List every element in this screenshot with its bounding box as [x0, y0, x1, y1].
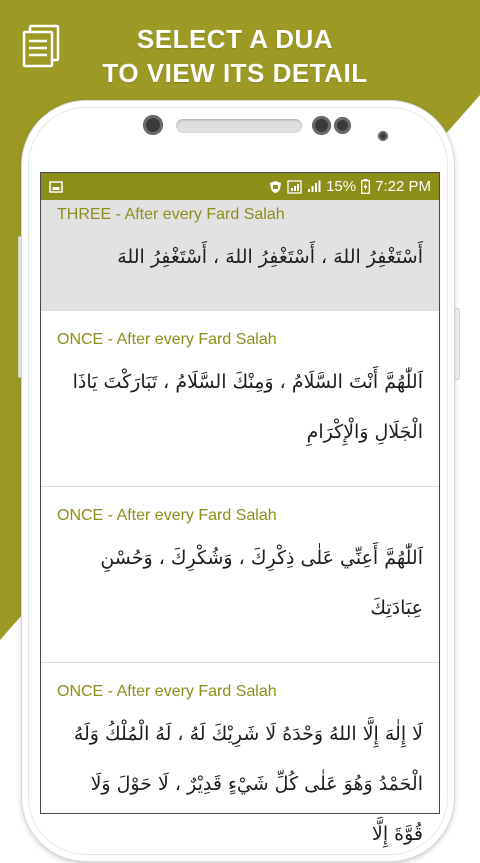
dua-arabic-text: اَللّٰهُمَّ أَعِنِّي عَلٰى ذِكْرِكَ ، وَشُكْرِكَ ، وَحُسْنِ عِبَادَتِكَ [100, 547, 423, 619]
dua-arabic-text: أَسْتَغْفِرُ اللهَ ، أَسْتَغْفِرُ اللهَ ، أَسْتَغْفِرُ اللهَ [117, 246, 423, 268]
earpiece-speaker [176, 119, 302, 133]
dua-frequency-label: ONCE - After every Fard Salah [57, 683, 277, 700]
dua-list-item[interactable] [41, 200, 439, 311]
dua-arabic-text: اَللّٰهُمَّ أَنْتَ السَّلَامُ ، وَمِنْكَ السَّلَامُ ، تَبَارَكْتَ يَاذَا الْجَلَالِ وَالْإِكْرَامِ [72, 371, 423, 443]
image-notification-icon [49, 181, 63, 193]
status-bar [41, 173, 439, 200]
dua-arabic-text: لَا إِلٰهَ إِلَّا اللهُ وَحْدَهُ لَا شَرِيْكَ لَهُ ، لَهُ الْمُلْكُ وَلَهُ الْحَمْدُ وَهُوَ عَلٰى كُلِّ شَيْءٍ قَدِيْرٌ ، لَا حَوْلَ وَلَا قُوَّةَ إِلَّا [73, 723, 423, 845]
status-time: 7:22 PM [375, 178, 431, 195]
dua-frequency-label: THREE - After every Fard Salah [57, 206, 285, 223]
dua-list-item[interactable] [41, 311, 439, 487]
headline [90, 22, 380, 90]
sensor-icon [312, 116, 331, 135]
phone-screen [40, 172, 440, 845]
dua-list-item[interactable] [41, 663, 439, 863]
signal-icon [307, 180, 321, 193]
battery-percent: 15% [326, 178, 357, 195]
dua-list-item[interactable] [41, 487, 439, 663]
sensor-icon-2 [334, 117, 351, 134]
front-camera-icon [143, 115, 163, 135]
shield-icon [269, 180, 282, 194]
dua-frequency-label: ONCE - After every Fard Salah [57, 331, 277, 348]
dua-frequency-label: ONCE - After every Fard Salah [57, 507, 277, 524]
battery-charging-icon [361, 179, 370, 194]
headline-line-2: TO VIEW ITS DETAIL [102, 58, 368, 88]
document-icon [22, 24, 62, 68]
signal-box-icon [287, 180, 302, 194]
headline-line-1: SELECT A DUA [136, 24, 334, 54]
dua-list [41, 200, 439, 863]
proximity-sensor-icon [378, 131, 388, 141]
